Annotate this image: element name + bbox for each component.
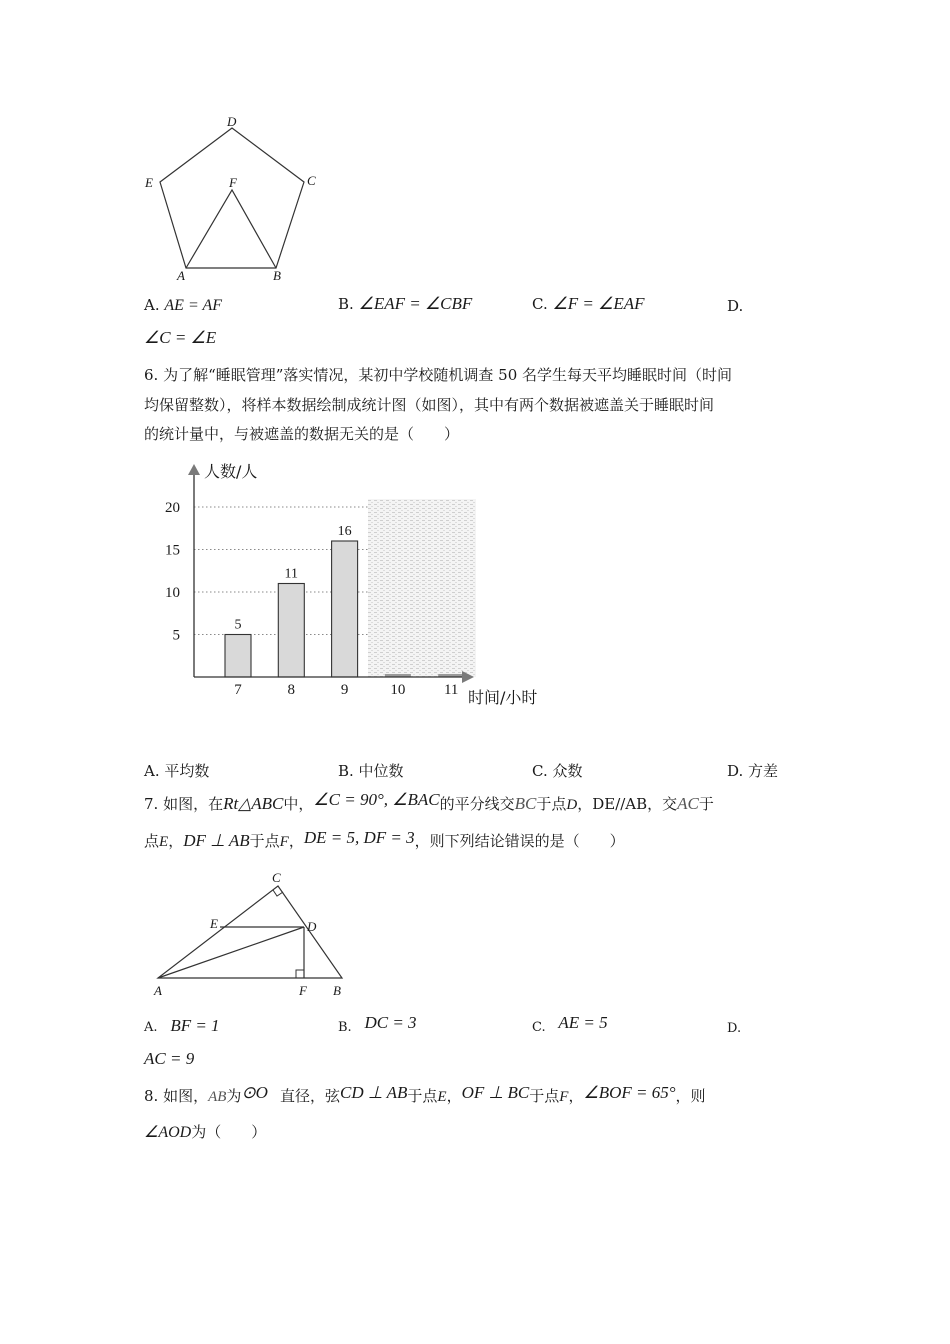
q7-option-a-letter: A. [144,1020,158,1035]
q5-option-d-letter: D. [727,297,744,315]
label-C: C [272,870,281,885]
sleep-bar-chart [140,455,560,725]
q8-circle-o: ⊙O [241,1083,268,1102]
label-B: B [333,983,341,998]
y-tick-label: 15 [165,542,180,559]
y-axis-arrow [188,464,200,475]
label-A: A [154,983,162,998]
q7-text: ，则下列结论错误的是（ ） [414,832,625,850]
q7-option-d-letter: D. [727,1021,742,1036]
label-D: D [307,919,317,934]
q7-angle-math: ∠C = 90°, ∠BAC [313,790,440,809]
label-E: E [210,916,218,931]
x-tick-label: 10 [390,682,406,698]
bar-9 [332,541,358,677]
q8-of-perp-bc: OF ⊥ BC [461,1083,530,1102]
q7-point-e: E [159,834,169,850]
x-tick-label: 11 [443,682,459,698]
q8-point-e: E [437,1089,447,1105]
q6-option-b: B. 中位数 [338,762,404,780]
pentagon-outline [160,128,304,268]
y-tick-label: 20 [165,500,180,516]
q7-text: 于点 [249,832,280,850]
q7-point-f: F [279,834,289,850]
label-B: B [273,268,281,283]
data-label: 5 [234,617,242,633]
q6-line-1: 6. 为了解“睡眠管理”落实情况，某初中学校随机调查 50 名学生每天平均睡眠时间（时间 [144,366,733,384]
q8-text: 8. 如图， [144,1087,209,1105]
q7-option-d-math-line [144,1049,194,1069]
q8-text: ，则 [675,1087,706,1105]
q8-angle-aod: ∠AOD [144,1124,192,1141]
q7-text: ，DE//AB，交 [577,795,678,813]
x-tick-label: 7 [234,682,242,698]
q7-option-c-math: AE = 5 [558,1013,608,1032]
y-axis-title: 人数/人 [204,462,258,481]
q7-line-2 [144,830,625,851]
q7-bc: BC [514,794,537,813]
q8-cd-perp-ab: CD ⊥ AB [339,1083,408,1102]
q7-option-a [144,1016,220,1036]
q7-text: 7. 如图，在 [144,795,224,813]
q5-option-b-math: ∠EAF = ∠CBF [358,294,473,313]
label-F: F [299,983,307,998]
q7-option-d [727,1018,741,1036]
segment-ad [158,927,304,978]
q6-line-3: 的统计量中，与被遮盖的数据无关的是（ ） [144,425,460,443]
x-axis-title: 时间/小时 [468,688,538,707]
q7-text: 的平分线交 [439,795,515,813]
q7-line-1 [144,790,714,814]
q7-option-c [532,1013,608,1036]
x-tick-label: 9 [340,682,349,698]
y-tick-label: 10 [165,585,180,601]
q8-text: 为（ ） [191,1123,267,1141]
q6-line-2: 均保留整数），将样本数据绘制成统计图（如图），其中有两个数据被遮盖关于睡眠时间 [144,396,715,414]
q7-text: 点 [144,832,160,850]
triangle-abf [186,190,276,268]
q8-text: 直径，弦 [279,1087,340,1105]
q7-option-b-letter: B. [338,1020,352,1035]
bar-7 [225,635,251,678]
q7-option-b-math: DC = 3 [364,1013,417,1032]
data-label: 11 [284,566,299,582]
pentagon-figure [140,108,330,288]
q8-point-f: F [559,1089,569,1105]
q7-option-b [338,1013,417,1036]
q6-option-a: A. 平均数 [144,762,210,780]
q8-text: ， [446,1087,462,1105]
y-tick-label: 5 [172,627,180,644]
triangle-figure [148,868,358,1000]
q6-option-c: C. 众数 [532,762,583,780]
label-D: D [227,114,237,129]
q8-text: 于点 [529,1087,560,1105]
bar-8 [278,584,304,678]
x-tick-label: 8 [287,682,296,698]
q8-line-2 [144,1121,266,1142]
q5-option-d [727,297,743,315]
q5-option-a-letter: A. [144,296,160,314]
q7-option-c-letter: C. [532,1020,546,1035]
q6-option-d: D. 方差 [727,762,779,780]
q7-text: 中， [283,795,314,813]
q7-given-lengths: DE = 5, DF = 3 [303,828,415,847]
q8-text: 于点 [407,1087,438,1105]
q8-ab: AB [208,1089,227,1105]
q5-option-c-letter: C. [532,295,548,313]
q5-option-b [338,294,472,314]
q7-text: 于 [698,795,714,813]
q5-option-d-math: ∠C = ∠E [144,328,217,347]
q5-option-b-letter: B. [338,295,354,313]
q8-text: ， [568,1087,584,1105]
label-A: A [177,268,185,283]
q5-option-a-math: AE = AF [164,297,222,314]
label-C: C [307,173,316,188]
q7-option-a-math: BF = 1 [170,1016,220,1035]
q8-text: 为 [226,1087,242,1105]
q7-text: 于点 [536,795,567,813]
q5-option-c [532,294,645,314]
q7-ac: AC [677,794,699,813]
label-F: F [229,175,237,190]
q7-rt-abc: Rt△ABC [223,794,284,813]
q5-option-c-math: ∠F = ∠EAF [552,294,645,313]
q7-point-d: D [566,797,578,813]
data-label: 16 [337,524,352,539]
masked-region [368,499,476,677]
q5-option-a [144,296,222,315]
q5-option-d-math-line [144,328,216,348]
q7-df-perp-ab: DF ⊥ AB [183,831,250,850]
right-angle-mark-f [296,970,304,978]
q7-text: ， [288,832,304,850]
q8-line-1 [144,1085,706,1106]
q8-angle-bof: ∠BOF = 65° [583,1083,676,1102]
q7-text: ， [168,832,184,850]
label-E: E [145,175,153,190]
q7-option-d-math: AC = 9 [144,1049,195,1068]
